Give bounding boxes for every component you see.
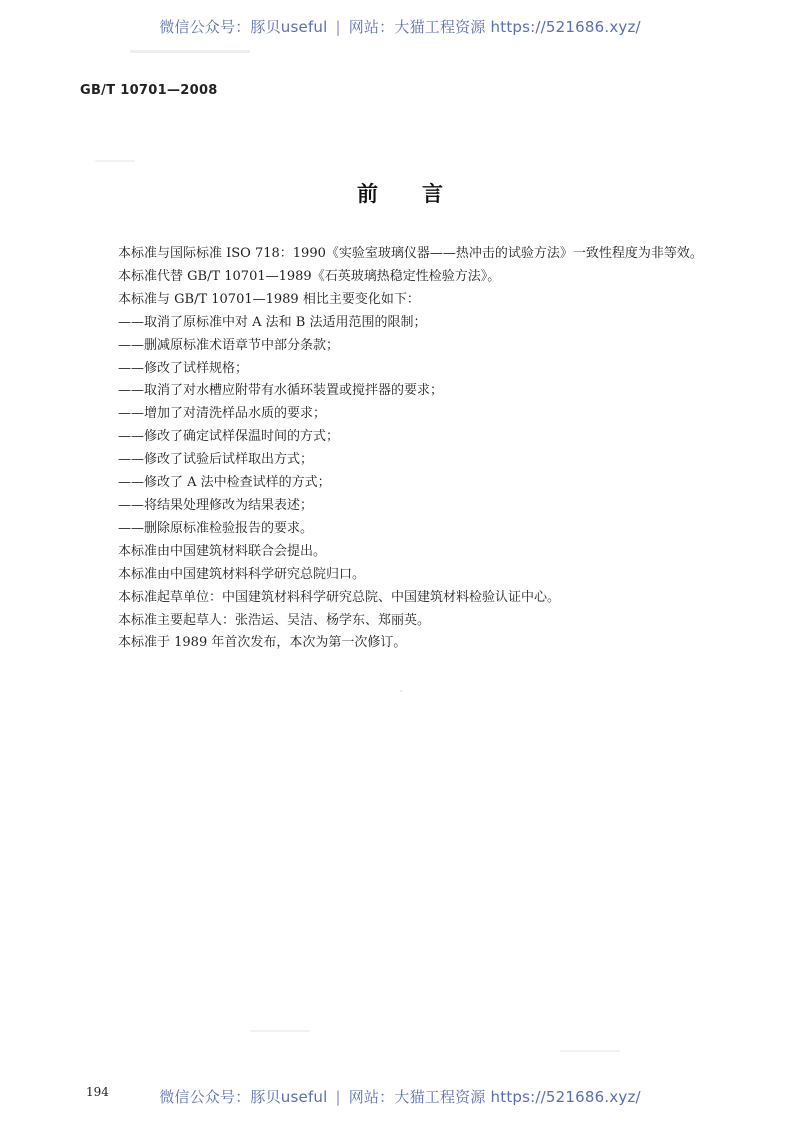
scan-speck xyxy=(250,1030,310,1032)
watermark-site: 网站：大猫工程资源 https://521686.xyz/ xyxy=(348,1088,641,1106)
page-title: 前言 xyxy=(357,182,487,206)
scan-speck xyxy=(95,160,135,162)
paragraph: 本标准主要起草人：张浩运、吴洁、杨学东、郑丽英。 xyxy=(118,612,431,628)
list-item: ——将结果处理修改为结果表述； xyxy=(118,497,314,513)
paragraph: 本标准起草单位：中国建筑材料科学研究总院、中国建筑材料检验认证中心。 xyxy=(118,589,561,605)
list-item: ——取消了对水槽应附带有水循环装置或搅拌器的要求； xyxy=(118,383,444,399)
watermark-top xyxy=(0,16,800,37)
watermark-wechat: 微信公众号：豚贝useful xyxy=(159,1088,328,1106)
paragraph: 本标准代替 GB/T 10701—1989《石英玻璃热稳定性检验方法》。 xyxy=(118,268,501,284)
standard-code: GB/T 10701—2008 xyxy=(80,83,218,98)
document-body xyxy=(118,243,768,655)
paragraph: 本标准由中国建筑材料科学研究总院归口。 xyxy=(118,566,366,582)
scan-speck xyxy=(560,1050,620,1052)
list-item: ——删除原标准检验报告的要求。 xyxy=(118,520,314,536)
watermark-wechat: 微信公众号：豚贝useful xyxy=(159,18,328,36)
page-number: 194 xyxy=(86,1085,109,1099)
scan-speck xyxy=(130,50,250,53)
list-item: ——增加了对清洗样品水质的要求； xyxy=(118,406,327,422)
list-item: ——修改了 A 法中检查试样的方式； xyxy=(118,475,331,491)
list-item: ——删减原标准术语章节中部分条款； xyxy=(118,337,340,353)
paragraph: 本标准由中国建筑材料联合会提出。 xyxy=(118,543,327,559)
scan-speck xyxy=(400,690,402,692)
list-item: ——修改了试验后试样取出方式； xyxy=(118,452,314,468)
list-item: ——修改了试样规格； xyxy=(118,360,249,376)
list-item: ——修改了确定试样保温时间的方式； xyxy=(118,429,340,445)
paragraph: 本标准于 1989 年首次发布，本次为第一次修订。 xyxy=(118,635,407,651)
paragraph: 本标准与 GB/T 10701—1989 相比主要变化如下： xyxy=(118,291,420,307)
watermark-site: 网站：大猫工程资源 https://521686.xyz/ xyxy=(348,18,641,36)
watermark-separator: | xyxy=(335,1088,341,1106)
watermark-separator: | xyxy=(335,18,341,36)
paragraph: 本标准与国际标准 ISO 718：1990《实验室玻璃仪器——热冲击的试验方法》一致性程度为非等效。 xyxy=(118,246,703,261)
watermark-bottom xyxy=(0,1086,800,1107)
list-item: ——取消了原标准中对 A 法和 B 法适用范围的限制； xyxy=(118,314,427,330)
